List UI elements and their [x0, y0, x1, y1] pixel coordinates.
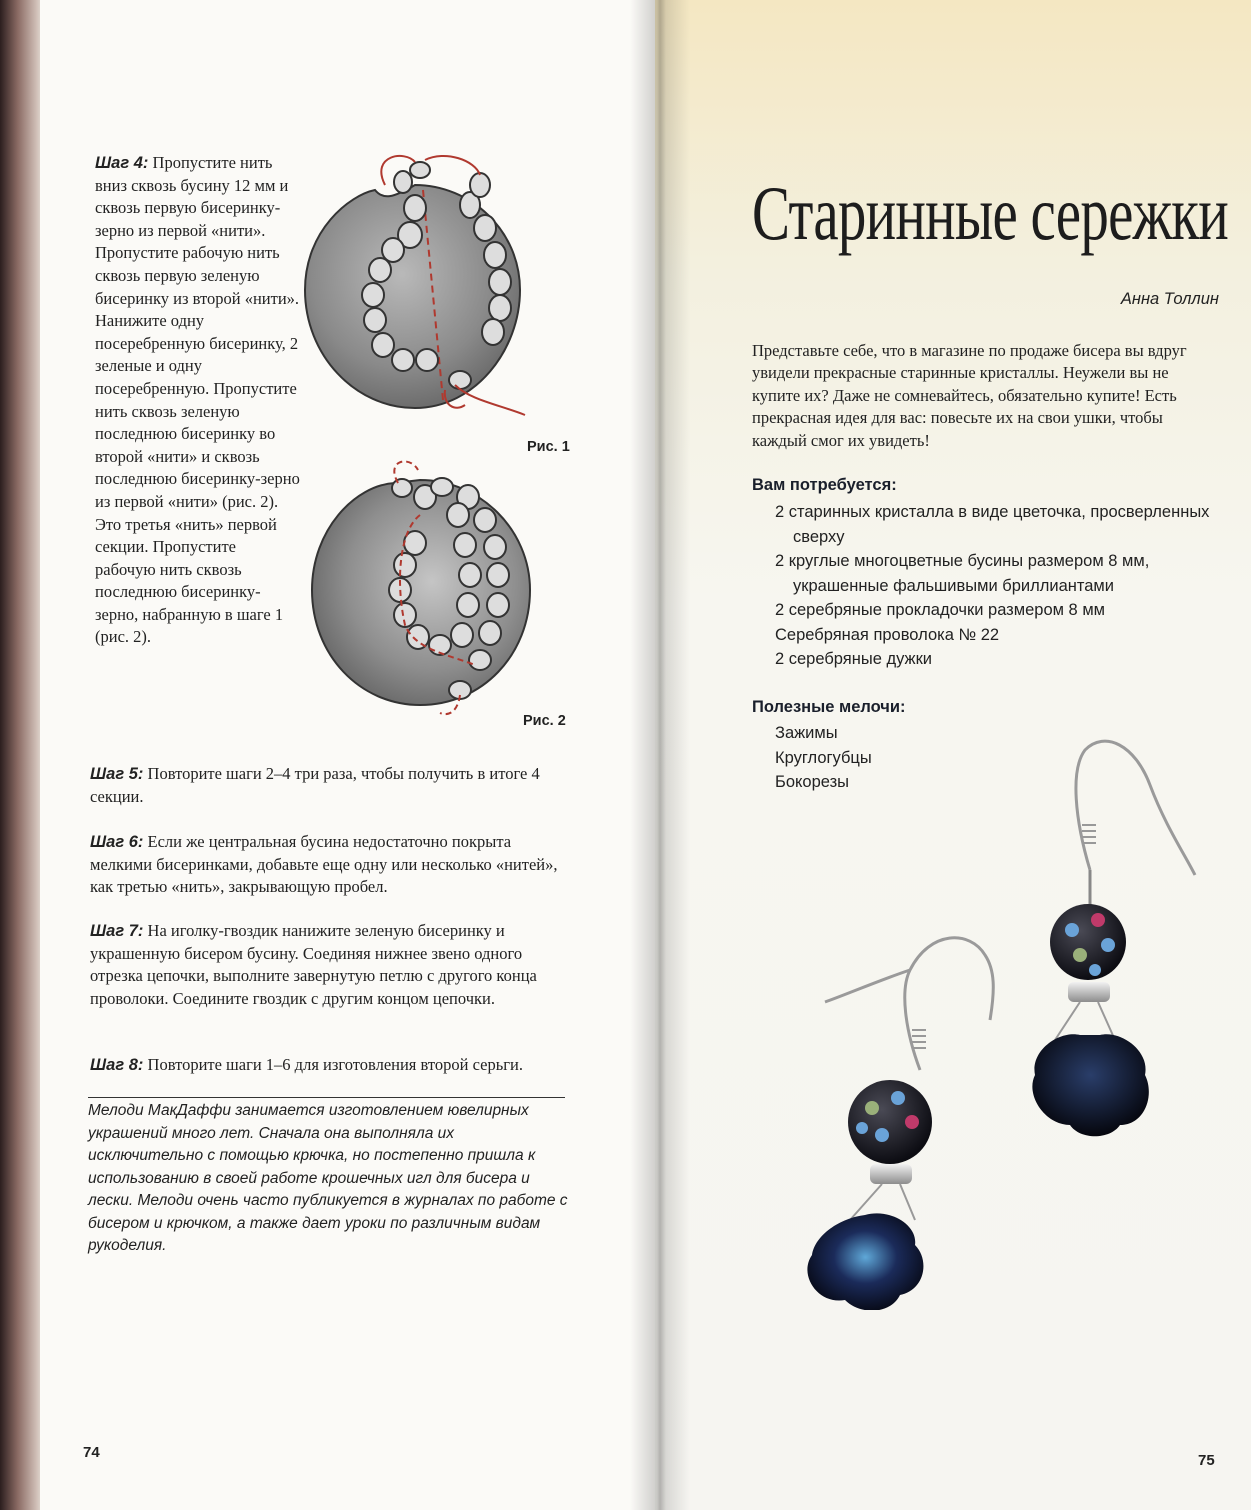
step-8 — [90, 1054, 570, 1077]
page-number-right: 75 — [1198, 1452, 1215, 1469]
list-item: 2 старинных кристалла в виде цветочка, просверленных сверху — [775, 503, 1210, 546]
page-title: Старинные сережки — [752, 170, 1228, 256]
step-4-title: Шаг 4: — [95, 154, 149, 172]
step-8-text: Повторите шаги 1–6 для изготовления второй серьги. — [143, 1055, 523, 1074]
step-4-text: Пропустите нить вниз сквозь бусину 12 мм и сквозь первую бисеринку-зерно из первой «нити». Пропустите рабочую нить сквозь первую зеленую бисеринку из второй «нити». Нанижите одну посеребренную бисеринку, 2 зеленые и одну посеребренную. Пропустите нить сквозь зеленую последнюю бисеринку во второй «нити» и сквозь последнюю бисеринку-зерно из первой «нити» (рис. 2). Это третья «нить» первой секции. Пропустите рабочую нить сквозь последнюю бисеринку-зерно, набранную в шаге 1 (рис. 2). — [95, 153, 300, 647]
tools-heading: Полезные мелочи: — [752, 698, 906, 716]
intro-paragraph: Представьте себе, что в магазине по продаже бисера вы вдруг увидели прекрасные старинные кристаллы. Неужели вы не купите их? Даже не сомневайтесь, обязательно купите! Есть прекрасная идея для вас: повесьте их на свои ушки, чтобы каждый смог их увидеть! — [752, 341, 1187, 450]
step-5-text: Повторите шаги 2–4 три раза, чтобы получить в итоге 4 секции. — [90, 764, 540, 806]
figure-1-illustration — [295, 150, 535, 430]
step-6-text: Если же центральная бусина недостаточно покрыта мелкими бисеринками, добавьте еще одну или несколько «нитей», как третью «нить», закрывающую пробел. — [90, 832, 558, 897]
step-7 — [90, 920, 570, 1010]
author-bio: Мелоди МакДаффи занимается изготовлением ювелирных украшений много лет. Сначала она выполняла их исключительно с помощью крючка, но постепенно пришла к использованию в своей работе крошечных игл для бисера и лески. Мелоди очень часто публикуется в журналах по работе с бисером и крючком, а также дает уроки по различным видам рукоделия. — [88, 1102, 568, 1254]
list-item: Зажимы — [775, 724, 838, 742]
list-item: Серебряная проволока № 22 — [775, 625, 1000, 644]
list-item: 2 серебряные дужки — [775, 650, 932, 668]
step-4 — [95, 152, 300, 649]
list-item: Бокорезы — [775, 773, 850, 791]
book-edge — [0, 0, 44, 1510]
figure-2-label: Рис. 2 — [523, 713, 566, 729]
list-item: Круглогубцы — [775, 748, 872, 767]
step-5 — [90, 763, 570, 808]
figure-2-illustration — [300, 455, 540, 725]
step-7-title: Шаг 7: — [90, 922, 144, 940]
bio-divider — [88, 1097, 565, 1098]
figure-1-label: Рис. 1 — [527, 439, 570, 455]
materials-heading: Вам потребуется: — [752, 476, 897, 494]
book-gutter — [630, 0, 690, 1510]
step-8-title: Шаг 8: — [90, 1056, 144, 1074]
step-5-title: Шаг 5: — [90, 765, 144, 783]
step-7-text: На иголку-гвоздик нанижите зеленую бисеринку и украшенную бисером бусину. Соединяя нижнее звено одного отрезка цепочки, выполните завернутую петлю с другого конца проволоки. Соедините гвоздик с другим концом цепочки. — [90, 921, 537, 1008]
list-item: 2 круглые многоцветные бусины размером 8 мм, украшенные фальшивыми бриллиантами — [775, 552, 1150, 595]
materials-list — [775, 500, 1215, 672]
step-6-title: Шаг 6: — [90, 833, 144, 851]
page-number-left: 74 — [83, 1444, 100, 1461]
author-name: Анна Толлин — [1120, 290, 1219, 308]
list-item: 2 серебряные прокладочки размером 8 мм — [775, 601, 1105, 619]
step-6 — [90, 831, 570, 899]
earrings-photo — [790, 730, 1210, 1310]
